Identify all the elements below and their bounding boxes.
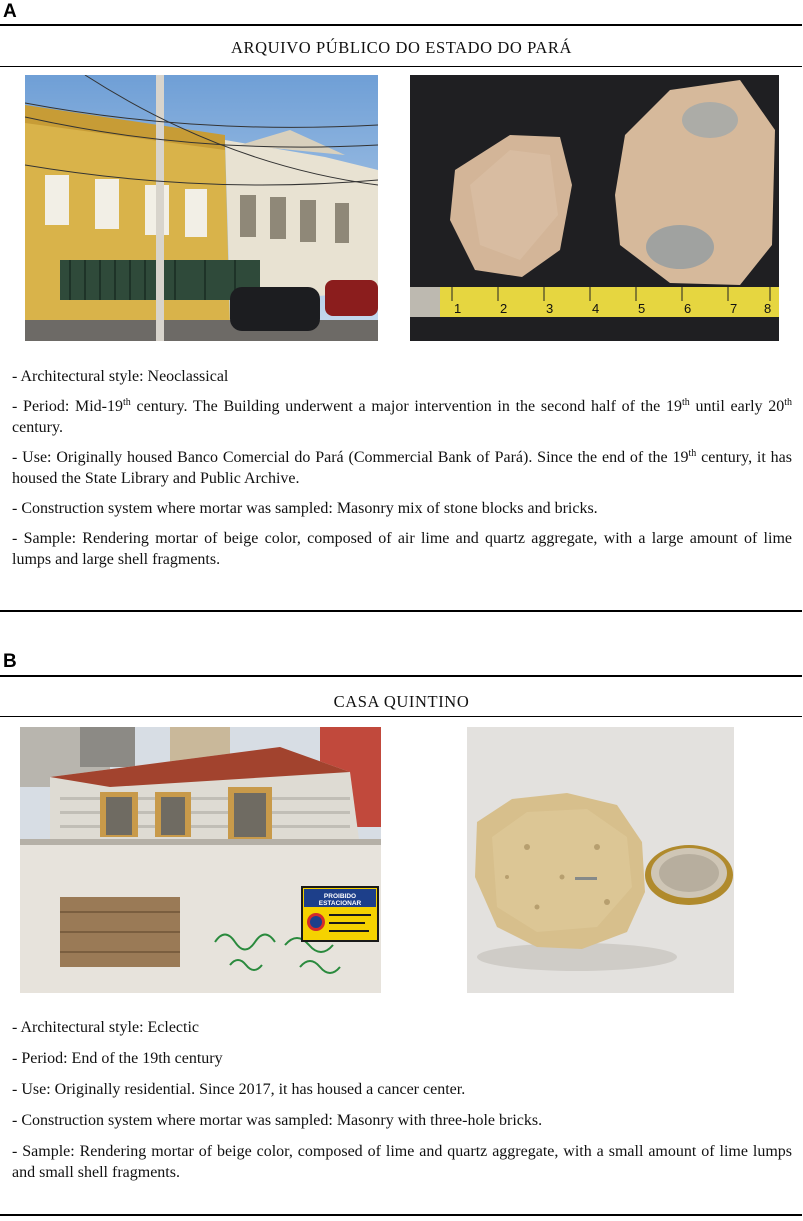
sign-text-line-1: PROIBIDO xyxy=(323,893,357,900)
panel-b-title: CASA QUINTINO xyxy=(333,692,470,711)
ruler-tick-7: 7 xyxy=(730,301,738,316)
building-photo-casa-quintino xyxy=(20,727,381,993)
panel-a-title: ARQUIVO PÚBLICO DO ESTADO DO PARÁ xyxy=(230,38,573,57)
panel-a-use: - Use: Originally housed Banco Comercial do Pará (Commercial Bank of Pará). Since the end of the 19th century, it has housed the State Library and Public Archive. xyxy=(12,448,793,487)
panel-a-title-rule xyxy=(0,66,802,67)
panel-a-description xyxy=(12,366,792,570)
panel-a-architectural-style: - Architectural style: Neoclassical xyxy=(12,368,229,385)
mortar-sample-photo-casa-quintino xyxy=(467,727,734,993)
panel-b-use: - Use: Originally residential. Since 2017, it has housed a cancer center. xyxy=(12,1081,466,1098)
panel-a-sample: - Sample: Rendering mortar of beige color, composed of air lime and quartz aggregate, with a large amount of lime lumps and large shell fragments. xyxy=(12,530,792,568)
panel-b-letter: B xyxy=(3,651,17,672)
panel-b-top-rule xyxy=(0,675,802,677)
panel-a-letter: A xyxy=(3,1,17,22)
building-photo-arquivo xyxy=(25,75,378,341)
ruler-tick-8: 8 xyxy=(764,301,772,316)
panel-a-bottom-rule xyxy=(0,610,802,612)
ruler-tick-2: 2 xyxy=(500,301,508,316)
panel-a-period: - Period: Mid-19th century. The Building underwent a major intervention in the second half of the 19th until early 20th century. xyxy=(12,397,793,436)
panel-b-bottom-rule xyxy=(0,1214,802,1216)
panel-b-construction-system: - Construction system where mortar was sampled: Masonry with three-hole bricks. xyxy=(12,1112,543,1129)
ruler-tick-4: 4 xyxy=(592,301,600,316)
panel-b-sample: - Sample: Rendering mortar of beige color, composed of lime and quartz aggregate, with a small amount of lime lumps and small shell fragments. xyxy=(12,1143,792,1181)
panel-b-period: - Period: End of the 19th century xyxy=(12,1050,223,1067)
panel-b-description xyxy=(12,1017,792,1183)
ruler-tick-3: 3 xyxy=(546,301,554,316)
panel-b-architectural-style: - Architectural style: Eclectic xyxy=(12,1019,200,1036)
panel-a-top-rule xyxy=(0,24,802,26)
panel-b-title-rule xyxy=(0,716,802,717)
mortar-sample-photo-arquivo xyxy=(410,75,779,341)
sign-text-line-2: ESTACIONAR xyxy=(318,900,362,907)
ruler-tick-5: 5 xyxy=(638,301,646,316)
ruler-tick-6: 6 xyxy=(684,301,692,316)
ruler-tick-1: 1 xyxy=(454,301,462,316)
panel-a-construction-system: - Construction system where mortar was sampled: Masonry mix of stone blocks and bricks. xyxy=(12,500,598,517)
